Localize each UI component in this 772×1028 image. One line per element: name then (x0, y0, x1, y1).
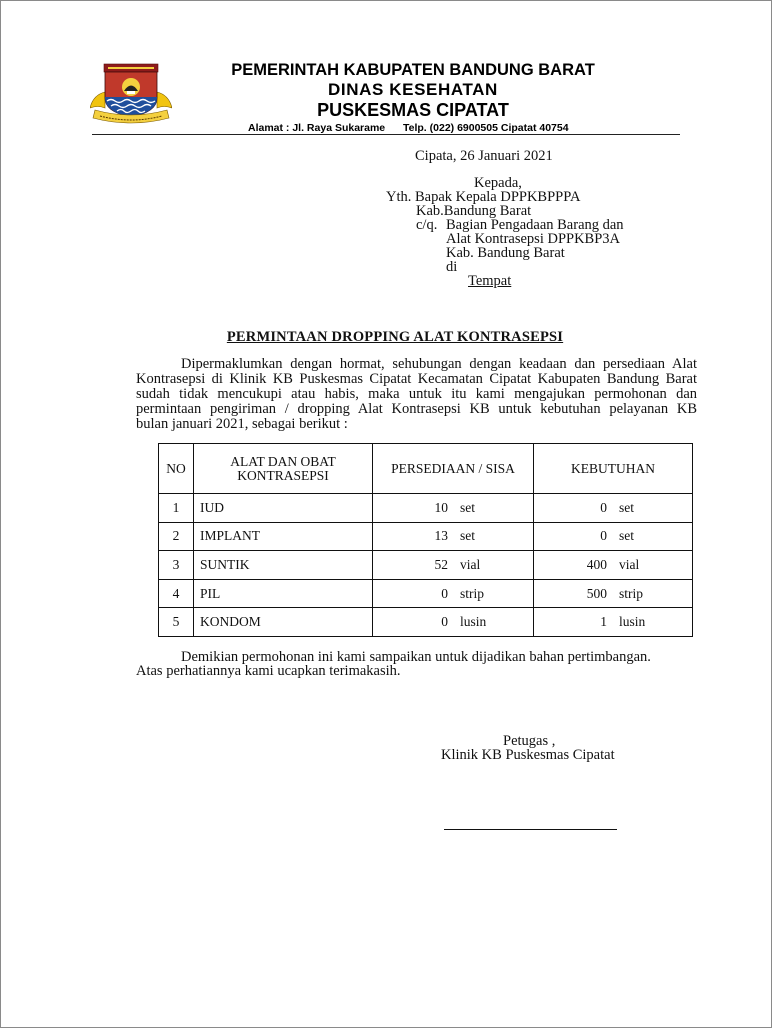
recipient-addressee: Yth. Bapak Kepala DPPKBPPPA (386, 189, 581, 205)
letterhead-government: PEMERINTAH KABUPATEN BANDUNG BARAT (231, 61, 595, 79)
table-row (159, 580, 693, 609)
header-item-line: ALAT DAN OBAT (230, 453, 336, 469)
letter-subject (145, 329, 645, 345)
need-unit: set (619, 528, 634, 544)
header-item (194, 444, 373, 494)
header-need: KEBUTUHAN (534, 444, 693, 494)
cell-item: KONDOM (194, 608, 373, 637)
closing-line: Atas perhatiannya kami ucapkan terimakasih. (136, 663, 401, 679)
body-line: bulan januari 2021, sebagai berikut : (136, 416, 348, 432)
stock-value: 52 (434, 556, 448, 572)
stock-unit: strip (460, 585, 485, 601)
cell-need (534, 551, 693, 580)
cell-item: IMPLANT (194, 523, 373, 552)
cell-no: 5 (159, 608, 194, 637)
closing-line: Demikian permohonan ini kami sampaikan untuk dijadikan bahan pertimbangan. (181, 649, 651, 665)
table-row (159, 551, 693, 580)
regency-crest-icon (90, 62, 172, 128)
letterhead-phone: Telp. (022) 6900505 Cipatat 40754 (403, 122, 569, 134)
body-line: permintaan pengiriman / dropping Alat Kontrasepsi KB untuk kebutuhan pelayanan KB (136, 401, 697, 417)
letter-date: Cipata, 26 Januari 2021 (415, 148, 553, 164)
cell-stock (373, 523, 534, 552)
stock-unit: vial (460, 556, 481, 572)
stock-value: 10 (434, 499, 448, 515)
cell-need (534, 523, 693, 552)
recipient-cq-line: Bagian Pengadaan Barang dan (446, 217, 624, 233)
stock-unit: lusin (460, 614, 487, 630)
logo-banner-lettering (108, 67, 154, 69)
cell-no: 4 (159, 580, 194, 609)
cell-need (534, 580, 693, 609)
cell-stock (373, 551, 534, 580)
need-value: 0 (600, 499, 607, 515)
need-unit: set (619, 499, 634, 515)
recipient-cq-line: Alat Kontrasepsi DPPKBP3A (446, 231, 621, 247)
body-paragraph (136, 357, 697, 432)
recipient-place: Tempat (468, 273, 512, 289)
signature-line (444, 829, 617, 830)
header-item-line: KONTRASEPSI (237, 467, 329, 483)
header-no: NO (159, 444, 194, 494)
body-line: sudah tidak mencukupi atau habis, maka untuk itu kami mengajukan permohonan dan (136, 386, 697, 402)
cell-item: IUD (194, 494, 373, 523)
recipient-cq-row (386, 218, 686, 232)
cell-stock (373, 580, 534, 609)
table-row (159, 494, 693, 523)
recipient-region: Kab.Bandung Barat (416, 203, 532, 219)
recipient-cq-line: di (446, 259, 458, 275)
table-row (159, 608, 693, 637)
cell-stock (373, 494, 534, 523)
cell-no: 1 (159, 494, 194, 523)
logo-left-wing (90, 92, 105, 108)
letterhead-institution: PUSKESMAS CIPATAT (317, 100, 509, 120)
stock-value: 13 (434, 528, 448, 544)
stock-unit: set (460, 528, 475, 544)
need-value: 500 (586, 585, 607, 601)
header-stock: PERSEDIAAN / SISA (373, 444, 534, 494)
recipient-block (386, 176, 686, 288)
cell-item: PIL (194, 580, 373, 609)
signature-title: Petugas , (503, 733, 556, 749)
table-row (159, 523, 693, 552)
need-value: 1 (600, 614, 607, 630)
cell-item: SUNTIK (194, 551, 373, 580)
signature-organization: Klinik KB Puskesmas Cipatat (441, 747, 615, 763)
need-value: 400 (586, 556, 607, 572)
need-value: 0 (600, 528, 607, 544)
letter-subject-text: PERMINTAAN DROPPING ALAT KONTRASEPSI (226, 329, 564, 345)
contraceptive-table (158, 443, 693, 637)
letterhead-divider (92, 134, 680, 135)
recipient-cq-label: c/q. (416, 217, 438, 233)
stock-unit: set (460, 499, 475, 515)
body-line: Dipermaklumkan dengan hormat, sehubungan dengan keadaan dan persediaan Alat (181, 356, 697, 372)
stock-value: 0 (441, 585, 448, 601)
recipient-greeting: Kepada, (474, 175, 522, 191)
body-line: Kontrasepsi di Klinik KB Puskesmas Cipatat Kecamatan Cipatat Kabupaten Bandung Barat (136, 371, 697, 387)
need-unit: vial (619, 556, 640, 572)
cell-need (534, 494, 693, 523)
table-header-row (159, 444, 693, 494)
recipient-cq-line: Kab. Bandung Barat (446, 245, 565, 261)
need-unit: strip (619, 585, 644, 601)
letterhead-address: Alamat : Jl. Raya Sukarame (248, 122, 386, 134)
cell-no: 2 (159, 523, 194, 552)
cell-stock (373, 608, 534, 637)
need-unit: lusin (619, 614, 646, 630)
recipient-place-row (386, 274, 686, 288)
letterhead-department: DINAS KESEHATAN (328, 80, 498, 99)
cell-need (534, 608, 693, 637)
cell-no: 3 (159, 551, 194, 580)
logo-emblem-base (127, 91, 135, 94)
stock-value: 0 (441, 614, 448, 630)
